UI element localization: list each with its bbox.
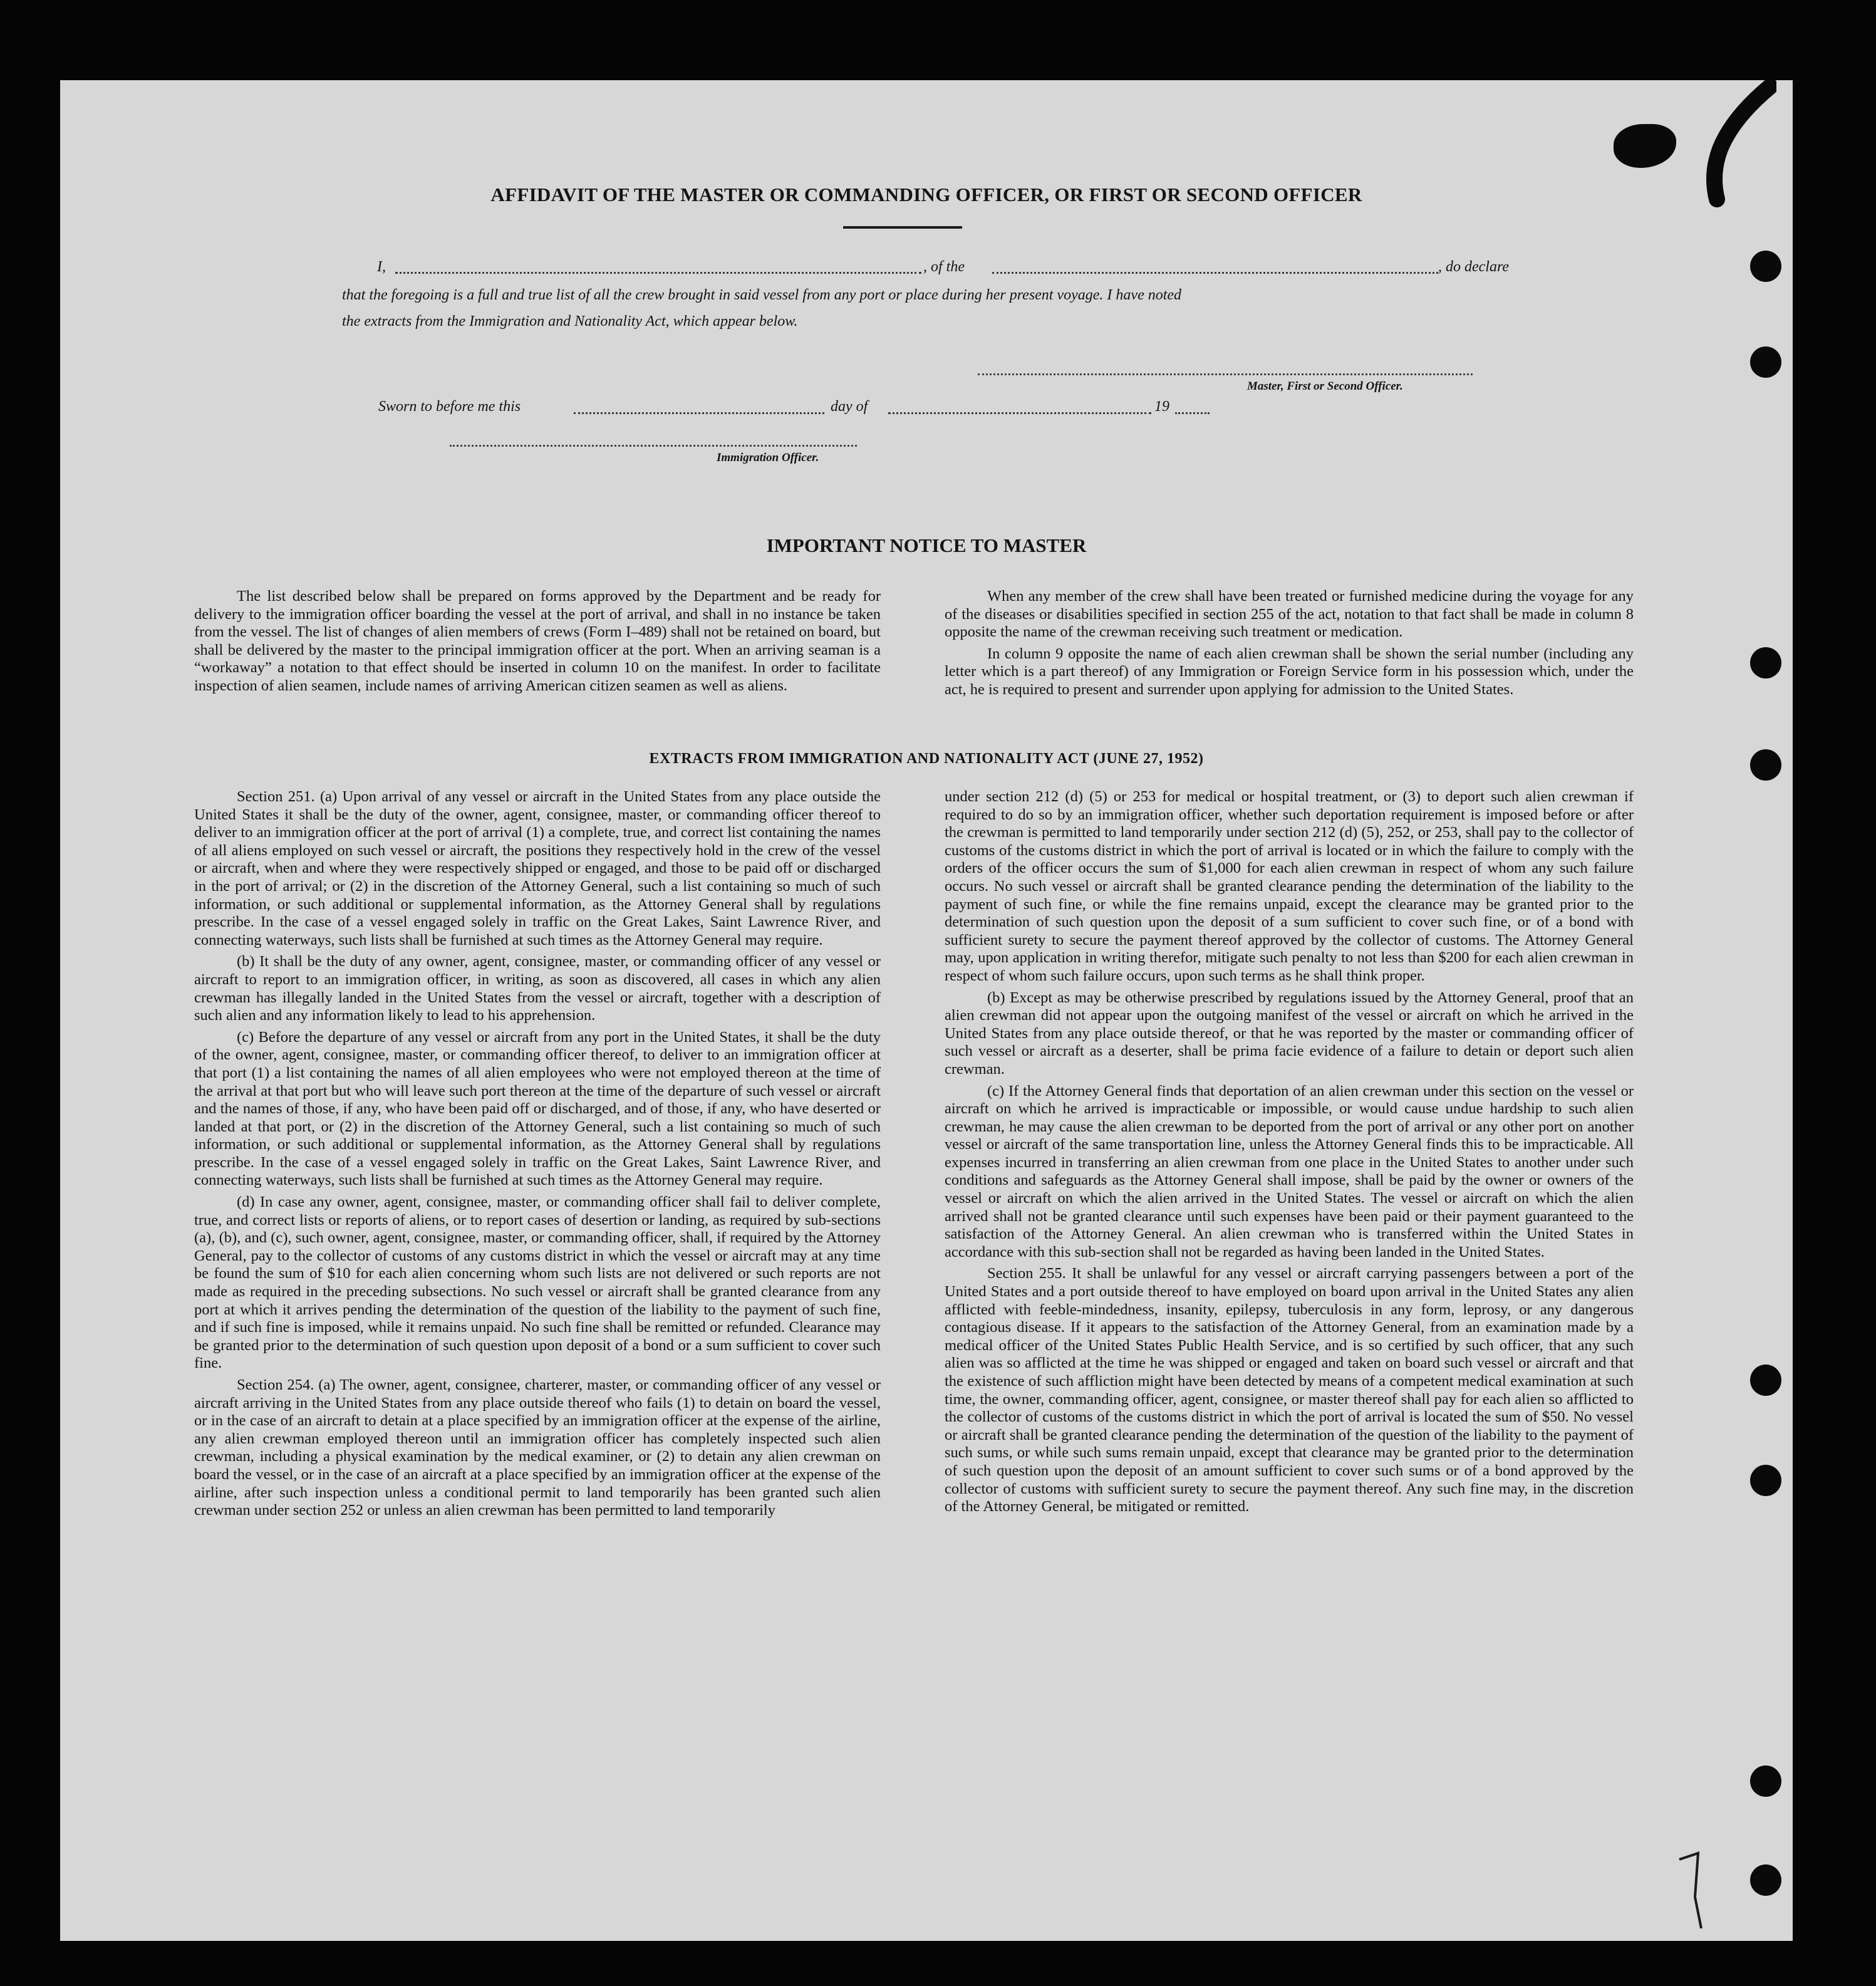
binder-hole (1750, 1365, 1781, 1396)
notice-left-column (194, 588, 881, 699)
vessel-field-line[interactable] (992, 272, 1438, 274)
affidavit-statement-line3: the extracts from the Immigration and Nationality Act, which appear below. (342, 313, 798, 330)
immigration-officer-caption: Immigration Officer. (717, 451, 819, 464)
section-254-a: Section 254. (a) The owner, agent, consignee, charterer, master, or commanding officer of any vessel or aircraft arriving in the United States from any place outside thereof who fails (1) to detain on board the vessel, or in the case of an aircraft to detain at a place specified by an immigration officer at the expense of the airline, any alien crewman employed thereon until an immigration officer has completely inspected such alien crewman, including a physical examination by the medical examiner, or (2) to detain any alien crewman on board the vessel, or in the case of an aircraft at a place specified by an immigration officer at the expense of the airline, after such inspection unless a conditional permit to land temporarily has been granted such alien crewman under section 252 or unless an alien crewman has been permitted to land temporarily (194, 1376, 881, 1519)
notice-right-paragraph-2: In column 9 opposite the name of each alien crewman shall be shown the serial number (including any letter which is a part thereof) of any Immigration or Foreign Service form in his possession which, under the act, he is required to present and surrender upon applying for admission to the United States. (945, 645, 1634, 698)
day-of-label: day of (831, 398, 868, 415)
notice-title: IMPORTANT NOTICE TO MASTER (766, 534, 1087, 556)
year-prefix-label: 19 (1154, 398, 1169, 415)
title-rule (843, 226, 962, 229)
affidavit-statement-line2: that the foregoing is a full and true list of all the crew brought in said vessel from any port or place during her present voyage. I have noted (342, 287, 1182, 303)
master-signature-line[interactable] (978, 373, 1473, 375)
of-the-label: , of the (923, 259, 965, 275)
pen-stroke-mark (1639, 80, 1776, 218)
section-254-c: (c) If the Attorney General finds that deportation of an alien crewman under this section on the vessel or aircraft on which he arrived is impracticable or impossible, or would cause undue hardship to such alien crewman, he may cause the alien crewman to be deported from the port of arrival or any other port on another vessel or aircraft of the same transportation line, unless the Attorney General finds this to be impracticable. All expenses incurred in transferring an alien crewman from one place in the United States to another under such conditions and safeguards as the Attorney General shall impose, shall be paid by the owner or owners of the vessel or aircraft on which the alien arrived in the United States. The vessel or aircraft on which the alien arrived shall not be granted clearance until such expenses have been paid or their payment guaranteed to the satisfaction of the Attorney General. An alien crewman who is transferred within the United States in accordance with this sub-section shall not be regarded as having been landed in the United States. (945, 1082, 1634, 1261)
affidavit-i-label: I, (377, 259, 386, 275)
binder-hole (1750, 749, 1781, 781)
extracts-right-column (945, 788, 1634, 1520)
do-declare-label: , do declare (1438, 259, 1510, 275)
pencil-mark (1673, 1847, 1723, 1935)
extracts-left-column (194, 788, 881, 1524)
binder-hole (1750, 251, 1781, 282)
sworn-month-field[interactable] (888, 412, 1151, 414)
name-field-line[interactable] (395, 272, 921, 274)
extracts-title: EXTRACTS FROM IMMIGRATION AND NATIONALITY ACT (JUNE 27, 1952) (649, 751, 1204, 767)
notice-left-paragraph: The list described below shall be prepared on forms approved by the Department and be ready for delivery to the immigration officer boarding the vessel at the port of arrival, and shall in no instance be taken from the vessel. The list of changes of alien members of crews (Form I–489) shall not be retained on board, but shall be delivered by the master to the principal immigration officer at the port. When an arriving seaman is a “workaway” a notation to that effect should be inserted in column 10 on the manifest. In order to facilitate inspection of alien seamen, include names of arriving American citizen seamen as well as aliens. (194, 588, 881, 694)
section-251-a: Section 251. (a) Upon arrival of any vessel or aircraft in the United States from any place outside the United States it shall be the duty of the owner, agent, consignee, master, or commanding officer thereof to deliver to an immigration officer at the port of arrival (1) a complete, true, and correct list containing the names of all aliens employed on such vessel or aircraft, the positions they respectively hold in the crew of the vessel or aircraft, when and where they were respectively shipped or engaged, and those to be paid off or discharged in the port of arrival; or (2) in the discretion of the Attorney General, such a list containing so much of such information, or such additional or supplemental information, as the Attorney General shall by regulations prescribe. In the case of a vessel engaged solely in traffic on the Great Lakes, Saint Lawrence River, and connecting waterways, such lists shall be furnished at such times as the Attorney General may require. (194, 788, 881, 949)
sworn-label: Sworn to before me this (378, 398, 521, 415)
section-254-a-continued: under section 212 (d) (5) or 253 for medical or hospital treatment, or (3) to deport such alien crewman if required to do so by an immigration officer, whether such deportation requirement is imposed before or after the crewman is permitted to land temporarily under section 212 (d) (5), 252, or 253, shall pay to the collector of customs of the customs district in which the port of arrival is located or in which the failure to comply with the orders of the officer occurs the sum of $1,000 for each alien crewman in respect of whom any such failure occurs. No such vessel or aircraft shall be granted clearance pending the determination of the liability to the payment of such fine, or while the fine remains unpaid, except the clearance may be granted prior to the determination of such question upon the deposit of a sum sufficient to cover such fine, or of a bond with sufficient surety to secure the payment thereof approved by the collector of customs. The Attorney General may, upon application in writing therefor, mitigate such penalty to not less than $200 for each alien crewman in respect of whom such failure occurs, upon such terms as he shall think proper. (945, 788, 1634, 984)
notice-right-column (945, 588, 1634, 703)
binder-hole (1750, 346, 1781, 378)
section-254-b: (b) Except as may be otherwise prescribed by regulations issued by the Attorney General, proof that an alien crewman did not appear upon the outgoing manifest of the vessel or aircraft on which he arrived in the United States from any place outside thereof, or that he was reported by the master or commanding officer of such vessel or aircraft as a deserter, shall be prima facie evidence of a failure to detain or deport such alien crewman. (945, 989, 1634, 1078)
notice-right-paragraph-1: When any member of the crew shall have been treated or furnished medicine during the voyage for any of the diseases or disabilities specified in section 255 of the act, notation to that fact shall be made in column 8 opposite the name of the crewman receiving such treatment or medication. (945, 588, 1634, 641)
affidavit-title: AFFIDAVIT OF THE MASTER OR COMMANDING OFFICER, OR FIRST OR SECOND OFFICER (490, 184, 1362, 205)
master-caption: Master, First or Second Officer. (1247, 380, 1403, 393)
sworn-day-field[interactable] (574, 412, 824, 414)
binder-hole (1750, 1864, 1781, 1896)
section-251-b: (b) It shall be the duty of any owner, agent, consignee, master, or commanding officer of any vessel or aircraft to report to an immigration officer, in writing, as soon as discovered, all cases in which any alien crewman has illegally landed in the United States from the vessel or aircraft, together with a description of such alien and any information likely to lead to his apprehension. (194, 953, 881, 1024)
document-page (60, 80, 1793, 1941)
binder-hole (1750, 1765, 1781, 1797)
section-251-c: (c) Before the departure of any vessel or aircraft from any port in the United States, it shall be the duty of the owner, agent, consignee, master, or commanding officer thereof, to deliver to an immigration officer at that port (1) a list containing the names of all alien employees who were not employed thereon at the time of the arrival at that port but who will leave such port thereon at the time of the departure of such vessel or aircraft and the names of those, if any, who have been paid off or discharged, and of those, if any, who have deserted or landed at that port, or (2) in the discretion of the Attorney General, such a list containing so much of such information, or such additional or supplemental information, as the Attorney General shall by regulations prescribe. In the case of a vessel engaged solely in traffic on the Great Lakes, Saint Lawrence River, and connecting waterways, such lists shall be furnished at such times as the Attorney General may require. (194, 1028, 881, 1189)
immigration-officer-signature-line[interactable] (450, 445, 857, 447)
section-251-d: (d) In case any owner, agent, consignee, master, or commanding officer shall fail to deliver complete, true, and correct lists or reports of aliens, or to report cases of desertion or landing, as required by sub-sections (a), (b), and (c), such owner, agent, consignee, master, or commanding officer, shall, if required by the Attorney General, pay to the collector of customs of any customs district in which the vessel or aircraft may at any time be found the sum of $10 for each alien concerning whom such lists are not delivered or such reports are not made as required in the preceding subsections. No such vessel or aircraft shall be granted clearance from any port at which it arrives pending the determination of the question of the liability to the payment of such fine, and if such fine is imposed, while it remains unpaid. No such fine shall be remitted or refunded. Clearance may be granted prior to the determination of such question upon deposit of a bond or a sum sufficient to cover such fine. (194, 1193, 881, 1372)
sworn-year-field[interactable] (1175, 412, 1210, 414)
binder-hole (1750, 1465, 1781, 1496)
binder-hole (1750, 647, 1781, 678)
section-255: Section 255. It shall be unlawful for any vessel or aircraft carrying passengers between a port of the United States and a port outside thereof to have employed on board upon arrival in the United States any alien afflicted with feeble-mindedness, insanity, epilepsy, tuberculosis in any form, leprosy, or any dangerous contagious disease. If it appears to the satisfaction of the Attorney General, from an examination made by a medical officer of the United States Public Health Service, and is so certified by such officer, that any such alien was so afflicted at the time he was shipped or engaged and taken on board such vessel or aircraft and that the existence of such affliction might have been detected by means of a competent medical examination at such time, the owner, commanding officer, agent, consignee, or master thereof shall pay for each alien so afflicted to the collector of customs of the customs district in which the port of arrival is located the sum of $50. No vessel or aircraft shall be granted clearance pending the determination of the question of the liability to the payment of such sums, or while such sums remain unpaid, except that clearance may be granted prior to the determination of such question upon the deposit of an amount sufficient to cover such sums or of a bond approved by the collector of customs with sufficient surety to secure the payment thereof. Any such fine may, in the discretion of the Attorney General, be mitigated or remitted. (945, 1265, 1634, 1515)
